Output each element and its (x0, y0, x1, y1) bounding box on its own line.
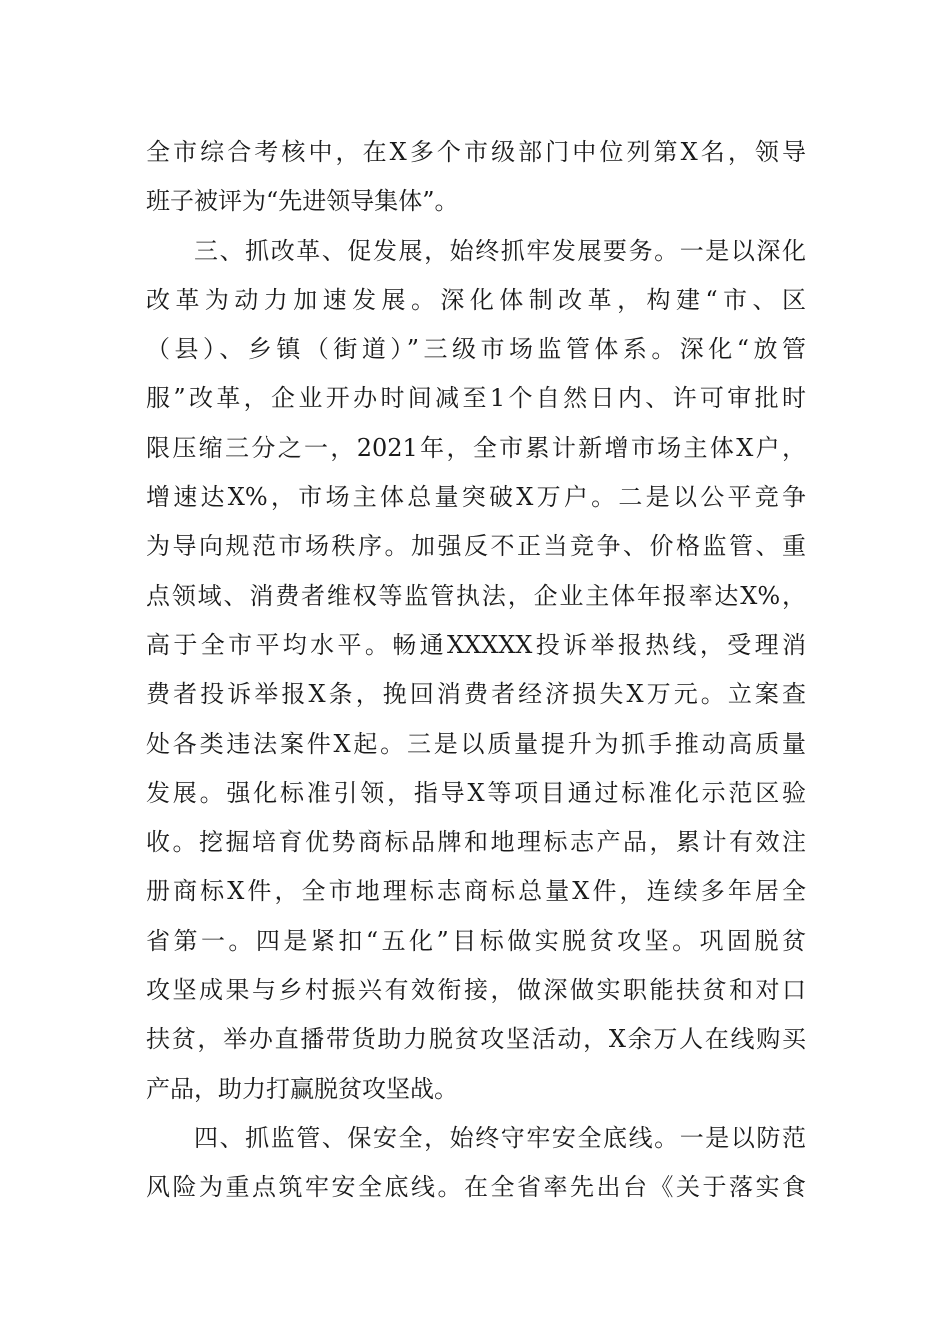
text-line: 扶贫，举办直播带货助力脱贫攻坚活动，X余万人在线购买 (146, 1025, 806, 1054)
text-line: 点领域、消费者维权等监管执法，企业主体年报率达X%， (146, 581, 806, 610)
section-heading-line: 四、抓监管、保安全，始终守牢安全底线。一是以防范 (194, 1123, 806, 1152)
text-line: 全市综合考核中，在X多个市级部门中位列第X名，领导 (146, 138, 806, 166)
text-line: 省第一。四是紧扣“五化”目标做实脱贫攻坚。巩固脱贫 (146, 926, 806, 955)
section-heading-line: 三、抓改革、促发展，始终抓牢发展要务。一是以深化 (194, 236, 806, 265)
text-line: 增速达X%，市场主体总量突破X万户。二是以公平竞争 (146, 483, 806, 512)
body-text (146, 128, 806, 1213)
text-line: 服”改革，企业开办时间减至1个自然日内、许可审批时 (146, 384, 806, 413)
text-line: 攻坚成果与乡村振兴有效衔接，做深做实职能扶贫和对口 (146, 976, 806, 1005)
text-line: （县）、乡镇（街道）”三级市场监管体系。深化“放管 (146, 335, 806, 364)
text-line: 费者投诉举报X条，挽回消费者经济损失X万元。立案查 (146, 680, 806, 709)
text-line: 处各类违法案件X起。三是以质量提升为抓手推动高质量 (146, 729, 806, 758)
text-line: 风险为重点筑牢安全底线。在全省率先出台《关于落实食 (146, 1173, 806, 1202)
text-line: 改革为动力加速发展。深化体制改革，构建“市、区 (146, 285, 806, 314)
text-line: 为导向规范市场秩序。加强反不正当竞争、价格监管、重 (146, 532, 806, 561)
text-line: 收。挖掘培育优势商标品牌和地理标志产品，累计有效注 (146, 828, 806, 857)
text-line: 册商标X件，全市地理标志商标总量X件，连续多年居全 (146, 877, 806, 906)
text-line: 高于全市平均水平。畅通XXXXX投诉举报热线，受理消 (146, 630, 806, 659)
text-line: 限压缩三分之一，2021年，全市累计新增市场主体X户， (146, 433, 806, 462)
text-line: 发展。强化标准引领，指导X等项目通过标准化示范区验 (146, 778, 806, 807)
text-line: 产品，助力打赢脱贫攻坚战。 (146, 1074, 458, 1103)
text-line: 班子被评为“先进领导集体”。 (146, 187, 459, 216)
